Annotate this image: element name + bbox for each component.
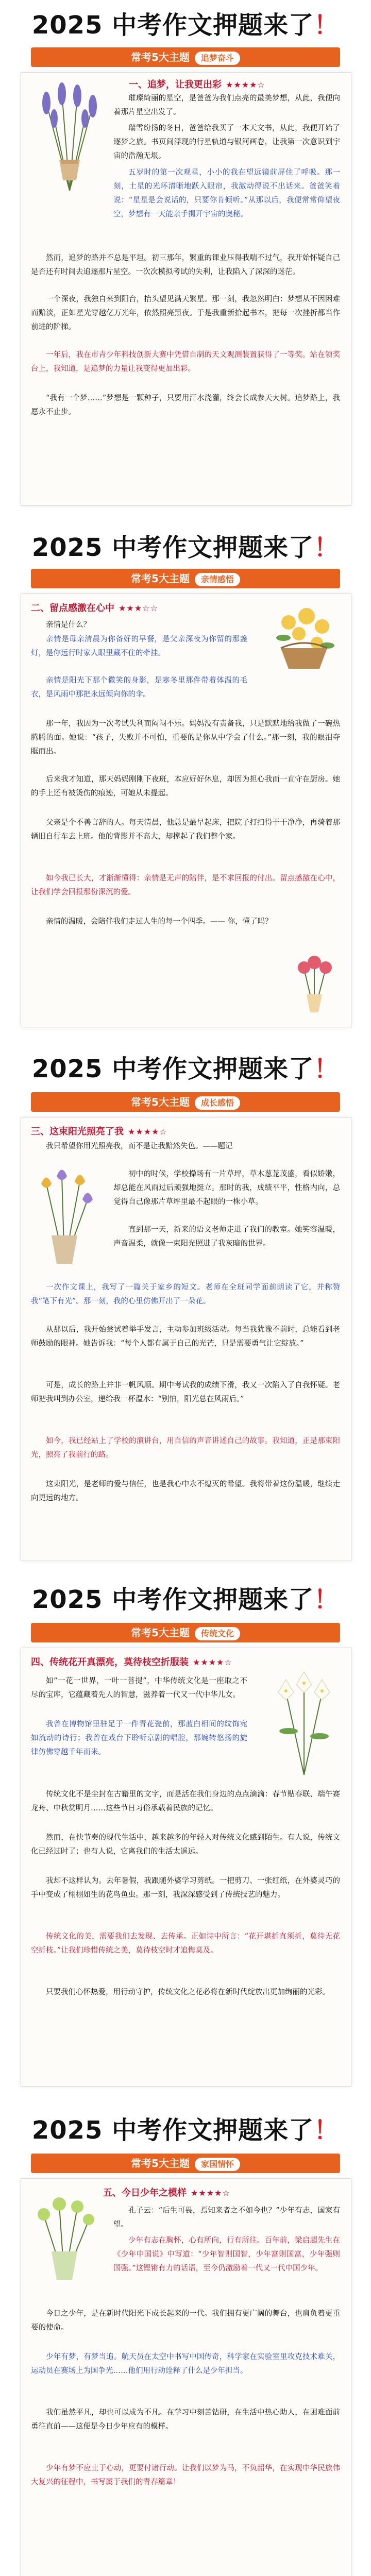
essay-paragraph: 我曾在博物馆里驻足于一件青花瓷前，那蓝白相间的纹饰宛如流动的诗行；我曾在戏台下聆听京剧的唱腔，那婉转悠扬的旋律仿佛穿越千年而来。 [31, 1720, 247, 1756]
banner-title: 2025 中考作文押题来了！ [31, 1055, 340, 1083]
essay-paragraph: 一年后，我在市青少年科技创新大赛中凭借自制的天文观测装置获得了一等奖。站在领奖台上，我知道，是追梦的力量让我变得更加出彩。 [31, 351, 340, 373]
rating-stars: ★★★☆☆ [119, 603, 158, 613]
tulip-bouquet-illustration [31, 1163, 98, 1266]
essay-section-2 [0, 515, 371, 1030]
essay-paragraph: 后来我才知道，那天妈妈刚刚下夜班，本应好好休息，却因为担心我而一直守在厨房。她的手上还有被烫伤的痕迹，可她从未提起。 [31, 775, 340, 798]
essay-paragraph: 少年有梦不应止于心动，更要付诸行动。让我们以梦为马，不负韶华，在实现中华民族伟大复兴的征程中，书写属于我们的青春篇章！ [31, 2464, 340, 2486]
essay-paragraph: 传统文化不是尘封在古籍里的文字，而是活在我们身边的点点滴滴：春节贴春联、端午赛龙舟、中秋赏明月……这些节日习俗承载着民族的记忆。 [31, 1790, 340, 1812]
theme-tag: 成长感悟 [195, 1096, 240, 1110]
banner-title: 2025 中考作文押题来了！ [31, 533, 340, 562]
essay-section-3 [0, 1030, 371, 1566]
lavender-bouquet-illustration [31, 82, 108, 196]
essay-paragraph: 一个深夜，我独自来到阳台，抬头望见满天繁星。那一刻，我忽然明白：梦想从不因困难而黯淡，正如星光穿越亿万光年，依然照亮黑夜。于是我重新拾起书本，把每一次挫折都当作前进的阶梯。 [31, 295, 340, 331]
essay-paragraph: 孔子云：“后生可畏，焉知来者之不如今也？”少年有志，国家有望。 [113, 2207, 340, 2229]
essay-paragraph: 如今我已长大，才渐渐懂得：亲情是无声的陪伴，是不求回报的付出。留点感激在心中，让我们学会回报那份深沉的爱。 [31, 874, 340, 896]
essay-paragraph: 少年有梦，有梦当追。航天员在太空中书写中国传奇，科学家在实验室里攻克技术难关，运动员在赛场上为国争光……他们用行动诠释了什么是少年担当。 [31, 2353, 340, 2375]
essay-paragraph: “我有一个梦……”梦想是一颗种子，只要用汗水浇灌，终会长成参天大树。追梦路上，我愿永不止步。 [31, 394, 340, 416]
lily-bouquet-illustration [268, 1669, 340, 1777]
rating-stars: ★★★★☆ [193, 1657, 232, 1667]
epigraph: 我只希望你用光照亮我，而不是让我黯然失色。——题记 [46, 1142, 233, 1150]
essay-paragraph: 父亲是个不善言辞的人。每天清晨，他总是最早起床，把院子打扫得干干净净，再骑着那辆旧自行车去上班。他的背影并不高大，却撑起了我们整个家。 [31, 819, 340, 841]
essay-paragraph: 亲情的温暖，会陪伴我们走过人生的每一个四季。—— 你，懂了吗？ [46, 918, 273, 926]
essay-paragraph: 传统文化的美，需要我们去发现、去传承。正如诗中所言：“花开堪折直须折，莫待无花空折枝。”让我们珍惜传统之美，莫待枝空时才追悔莫及。 [31, 1933, 340, 1955]
essay-title: 一、追梦，让我更出彩 ★★★★☆ [129, 79, 265, 90]
yellow-flower-basket-illustration [268, 602, 340, 674]
theme-bar: 常考5大主题 亲情感悟 [31, 569, 340, 588]
rating-stars: ★★★★☆ [226, 80, 265, 90]
essay-paragraph: 只要我们心怀热爱，用行动守护，传统文化之花必将在新时代绽放出更加绚丽的光彩。 [46, 1988, 330, 1996]
banner-title: 2025 中考作文押题来了！ [31, 2116, 340, 2145]
theme-tag: 传统文化 [195, 1627, 240, 1640]
essay-title: 三、这束阳光照亮了我 ★★★★☆ [31, 1126, 167, 1137]
essay-paragraph: 然而，在快节奏的现代生活中，越来越多的年轻人对传统文化感到陌生。有人说，传统文化已经过时了；也有人说，它离我们的生活太遥远。 [31, 1834, 340, 1856]
theme-bar: 常考5大主题 追梦奋斗 [31, 47, 340, 67]
rose-bouquet-illustration [289, 948, 340, 1015]
essay-title: 四、传统花开真漂亮，莫待枝空折服装 ★★★★☆ [31, 1657, 232, 1668]
essay-paragraph: 亲情是阳光下那个微笑的身影，是寒冬里那件带着体温的毛衣，是风雨中那把永远倾向你的伞。 [31, 676, 247, 699]
essay-paragraph: 亲情是什么？ [46, 621, 91, 629]
essay-title: 二、留点感激在心中 ★★★☆☆ [31, 603, 158, 614]
essay-section-4 [0, 1566, 371, 2092]
rating-stars: ★★★★☆ [191, 2188, 230, 2198]
theme-tag: 追梦奋斗 [195, 52, 240, 65]
essay-section-1 [0, 0, 371, 515]
theme-tag: 家国情怀 [195, 2158, 240, 2171]
essay-paragraph: 我却不这样认为。去年暑假，我跟随外婆学习剪纸。一把剪刀、一张红纸，在外婆灵巧的手中变成了栩栩如生的花鸟鱼虫。那一刻，我深深感受到了传统技艺的魅力。 [31, 1877, 340, 1899]
essay-title: 五、今日少年之模样 ★★★★☆ [103, 2188, 230, 2198]
banner-title: 2025 中考作文押题来了！ [31, 1585, 340, 1614]
essay-paragraph: 璀璨绮丽的星空，是爸爸为我们点亮的最美梦想，从此，我便向着那片星空出发了。 [113, 94, 340, 116]
essay-paragraph: 少年有志在胸怀，心有所向，行有所往。百年前，梁启超先生在《少年中国说》中写道：“少年智则国智，少年富则国富，少年强则国强。”这铿锵有力的话语，至今仍激励着一代又一代中国少年。 [113, 2236, 340, 2273]
theme-tag: 亲情感悟 [195, 573, 240, 586]
essay-paragraph: 那一年，我因为一次考试失利而闷闷不乐。妈妈没有责备我，只是默默地给我做了一碗热腾腾的面。她说：“孩子，失败并不可怕，重要的是你从中学会了什么。”那一刻，我的眼泪夺眶而出。 [31, 720, 340, 756]
essay-paragraph: 初中的时候，学校操场有一片草坪，草木葱茏茂盛，看似娇嫩，却总能在风雨过后顽强地挺立。那时的我，成绩平平，性格内向，总觉得自己像那片草坪里最不起眼的一株小草。 [113, 1170, 340, 1206]
essay-paragraph: 直到那一天，新来的语文老师走进了我们的教室。她笑容温暖，声音温柔，就像一束阳光照进了我灰暗的世界。 [113, 1226, 340, 1248]
essay-paragraph: 亲情是母亲清晨为你备好的早餐，是父亲深夜为你留的那盏灯，是你远行时家人眼里藏不住的牵挂。 [31, 635, 247, 657]
essay-paragraph: 如今，我已经站上了学校的演讲台，用自信的声音讲述自己的故事。我知道，正是那束阳光，照亮了我前行的路。 [31, 1437, 340, 1459]
essay-paragraph: 一次作文课上，我写了一篇关于家乡的短文。老师在全班同学面前朗读了它，并称赞我“笔下有光”。那一刻，我的心里仿佛开出了一朵花。 [31, 1283, 340, 1306]
essay-paragraph: 我们虽然平凡，却也可以成为不凡。在学习中刻苦钻研，在生活中热心助人，在困难面前勇往直前——这便是今日少年应有的模样。 [31, 2409, 340, 2431]
essay-paragraph: 如“一花一世界，一叶一菩提”，中华传统文化是一座取之不尽的宝库，它蕴藏着先人的智慧，滋养着一代又一代中华儿女。 [31, 1677, 247, 1699]
essay-paragraph: 然而，追梦的路并不总是平坦。初三那年，繁重的课业压得我喘不过气，我开始怀疑自己是否还有时间去追逐那片星空。一次次模拟考试的失利，让我陷入了深深的迷茫。 [31, 254, 340, 276]
essay-section-5 [0, 2092, 371, 2576]
theme-bar: 常考5大主题 家国情怀 [31, 2154, 340, 2173]
essay-paragraph: 这束阳光，是老师的爱与信任，也是我心中永不熄灭的希望。我将带着这份温暖，继续走向更远的地方。 [31, 1480, 340, 1502]
green-flower-bouquet-illustration [31, 2190, 98, 2282]
banner-title: 2025 中考作文押题来了！ [31, 11, 340, 40]
essay-paragraph: 可是，成长的路上并非一帆风顺。期中考试我的成绩下滑，我又一次陷入了自我怀疑。老师把我叫到办公室，递给我一杯温水：“别怕，阳光总在风雨后。” [31, 1381, 340, 1403]
essay-paragraph: 五岁时的第一次观星，小小的我在望远镜前屏住了呼吸。那一刻，土星的光环清晰地跃入眼帘，我激动得说不出话来。爸爸笑着说：“星星是会说话的，只要你肯倾听。”从那以后，我便常常仰望夜空，梦想有一天能亲手揭开宇宙的奥秘。 [113, 168, 340, 218]
essay-paragraph: 从那以后，我开始尝试着举手发言，主动参加班级活动。每当我犹豫不前时，总能看到老师鼓励的眼神。她告诉我：“每个人都有属于自己的光芒，只是需要勇气让它绽放。” [31, 1326, 340, 1348]
essay-paragraph: 今日之少年，是在新时代阳光下成长起来的一代。我们拥有更广阔的舞台，也肩负着更重要的使命。 [31, 2310, 340, 2332]
theme-bar: 常考5大主题 成长感悟 [31, 1092, 340, 1112]
essay-paragraph: 瑞雪纷扬的冬日，爸爸给我买了一本天文书，从此，我便开始了逐梦之旅。书页间浮现的行星轨道与银河画卷，让我第一次意识到宇宙的浩瀚无垠。 [113, 124, 340, 160]
rating-stars: ★★★★☆ [128, 1127, 167, 1137]
theme-bar: 常考5大主题 传统文化 [31, 1623, 340, 1642]
